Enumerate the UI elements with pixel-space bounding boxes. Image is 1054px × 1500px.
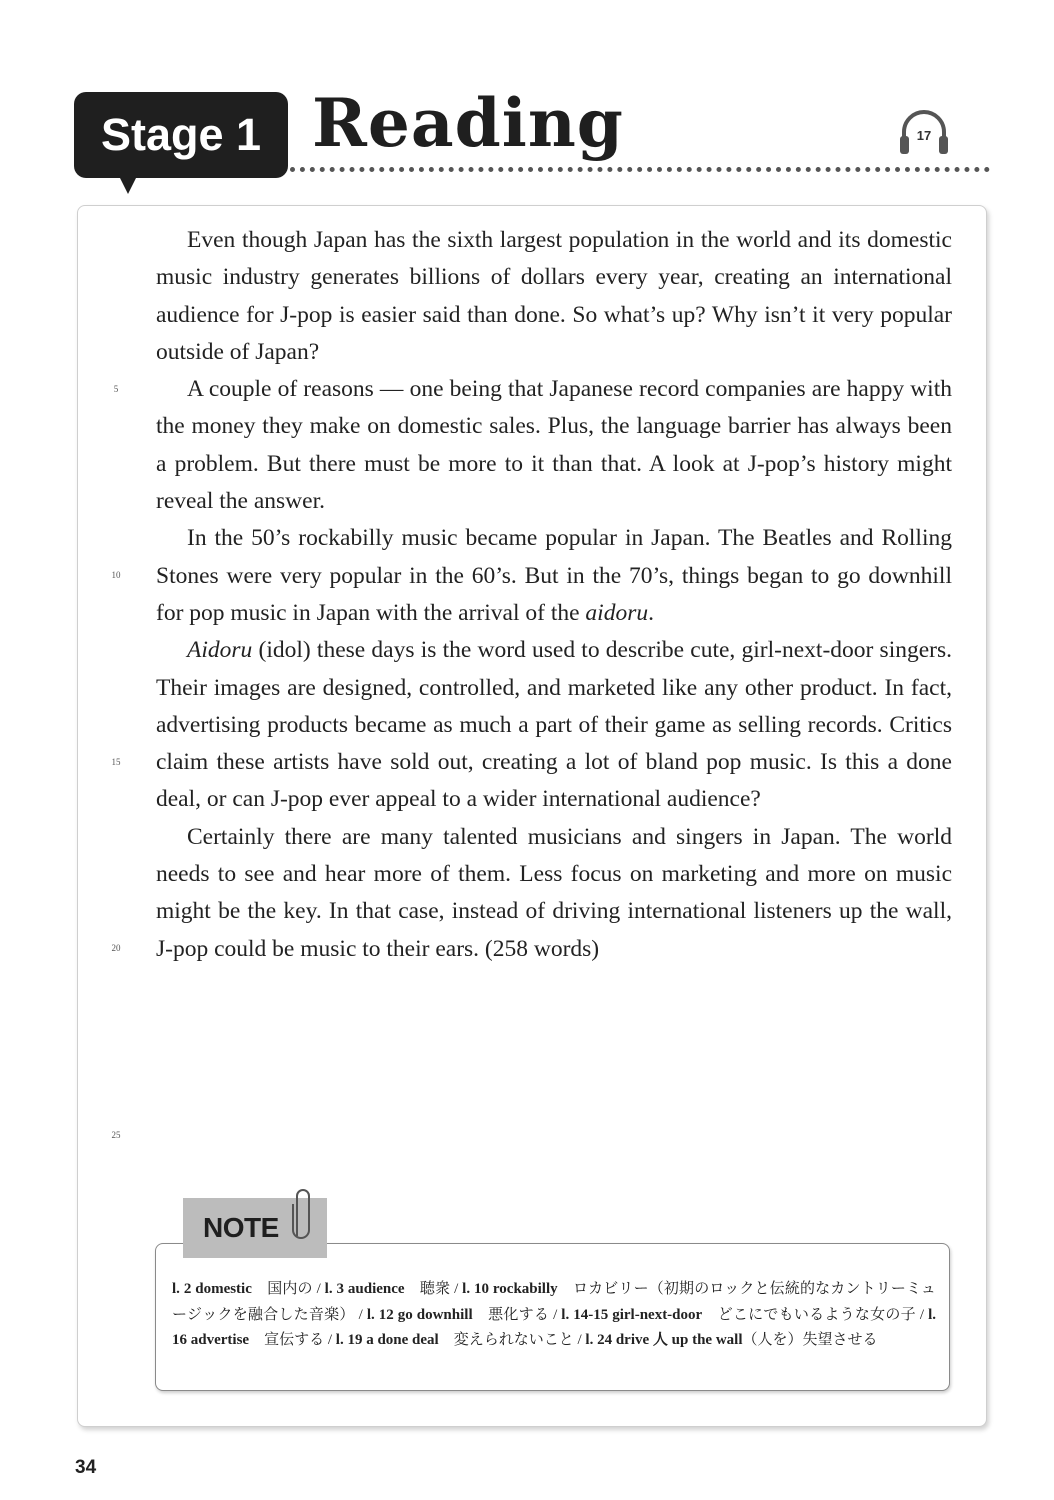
italic-term: Aidoru <box>187 637 253 664</box>
paperclip-icon <box>289 1184 313 1244</box>
page-number: 34 <box>75 1457 97 1478</box>
note-term: l. 19 a done deal <box>335 1332 439 1348</box>
punctuation: . <box>648 599 654 626</box>
paragraph: A couple of reasons — one being that Japanese record companies are happy with the money they make on domestic sales. Plus, the language barrier has always been a problem. But there must be more to it than that. A look at J-pop’s history might reveal the answer. <box>156 376 952 515</box>
stage-header <box>74 84 990 202</box>
paragraph <box>156 520 952 632</box>
reading-passage <box>156 222 952 968</box>
note-term: l. 12 go downhill <box>366 1306 473 1323</box>
note-term: l. 14-15 girl-next-door <box>561 1306 703 1323</box>
italic-term: aidoru <box>585 599 649 626</box>
line-number: 5 <box>113 384 119 394</box>
line-number: 20 <box>111 943 121 953</box>
stage-badge-tail <box>118 174 138 194</box>
paragraph-text: (idol) these days is the word used to describe cute, girl-next-door singers. Their images are designed, controlled, and marketed like any other product. In fact, advertising products became as much a part of their game as selling records. Critics claim these artists have sold out, creating a lot of bland pop music. Is this a done deal, or can J-pop ever appeal to a wider international audience? <box>156 637 953 813</box>
note-term: l. 16 advertise <box>172 1306 936 1348</box>
note-gloss: （人を）失望させる <box>742 1332 878 1348</box>
note-gloss: 聴衆 <box>419 1281 451 1297</box>
note-gloss: 変えられないこと <box>453 1332 574 1348</box>
stage-badge: Stage 1 <box>74 92 288 178</box>
line-number: 15 <box>111 757 121 767</box>
note-term: l. 10 rockabilly <box>462 1281 558 1297</box>
track-number: 17 <box>916 128 932 143</box>
paragraph-text: In the 50’s rockabilly music became popular in Japan. The Beatles and Rolling Stones were very popular in the 60’s. But in the 70’s, things began to go downhill for pop music in Japan with the arrival of the <box>156 525 952 626</box>
note-gloss: 国内の <box>267 1281 313 1297</box>
note-term: l. 24 drive 人 up the wall <box>585 1332 743 1348</box>
vocabulary-notes: l. 2 domestic 国内の / l. 3 audience 聴衆 / l. 10 rockabilly ロカビリー（初期のロックと伝統的なカントリーミュージックを融合した音楽） / l. 12 go downhill 悪化する / l. 14-15 girl-next-door どこにでもいるような女の子 / l. 16 advertise 宣伝する / l. 19 a done deal 変えられないこと / l. 24 drive 人 up the wall（人を）失望させる <box>172 1281 936 1348</box>
line-number: 25 <box>111 1130 121 1140</box>
note-term: l. 3 audience <box>324 1281 405 1297</box>
vocabulary-note-box <box>155 1243 950 1391</box>
note-gloss: ロカビリー（初期のロックと伝統的なカントリーミュージックを融合した音楽） <box>172 1281 936 1323</box>
paragraph <box>156 632 952 818</box>
note-gloss: どこにでもいるような女の子 <box>717 1306 916 1323</box>
section-title: Reading <box>312 84 624 162</box>
paragraph: Even though Japan has the sixth largest population in the world and its domestic music industry generates billions of dollars every year, creating an international audience for J-pop is easier said than done. So what’s up? Why isn’t it very popular outside of Japan? <box>156 227 952 365</box>
paragraph: Certainly there are many talented musicians and singers in Japan. The world needs to see and hear more of them. Less focus on marketing and more on music might be the key. In that case, instead of driving international listeners up the wall, J-pop could be music to their ears. (258 words) <box>156 823 952 962</box>
line-number: 10 <box>111 570 121 580</box>
note-tab <box>183 1198 327 1258</box>
note-term: l. 2 domestic <box>172 1281 252 1297</box>
note-label: NOTE <box>203 1212 279 1243</box>
note-gloss: 悪化する <box>488 1306 550 1323</box>
audio-track-icon <box>896 106 952 156</box>
note-gloss: 宣伝する <box>264 1332 325 1348</box>
dotted-divider <box>290 167 990 172</box>
